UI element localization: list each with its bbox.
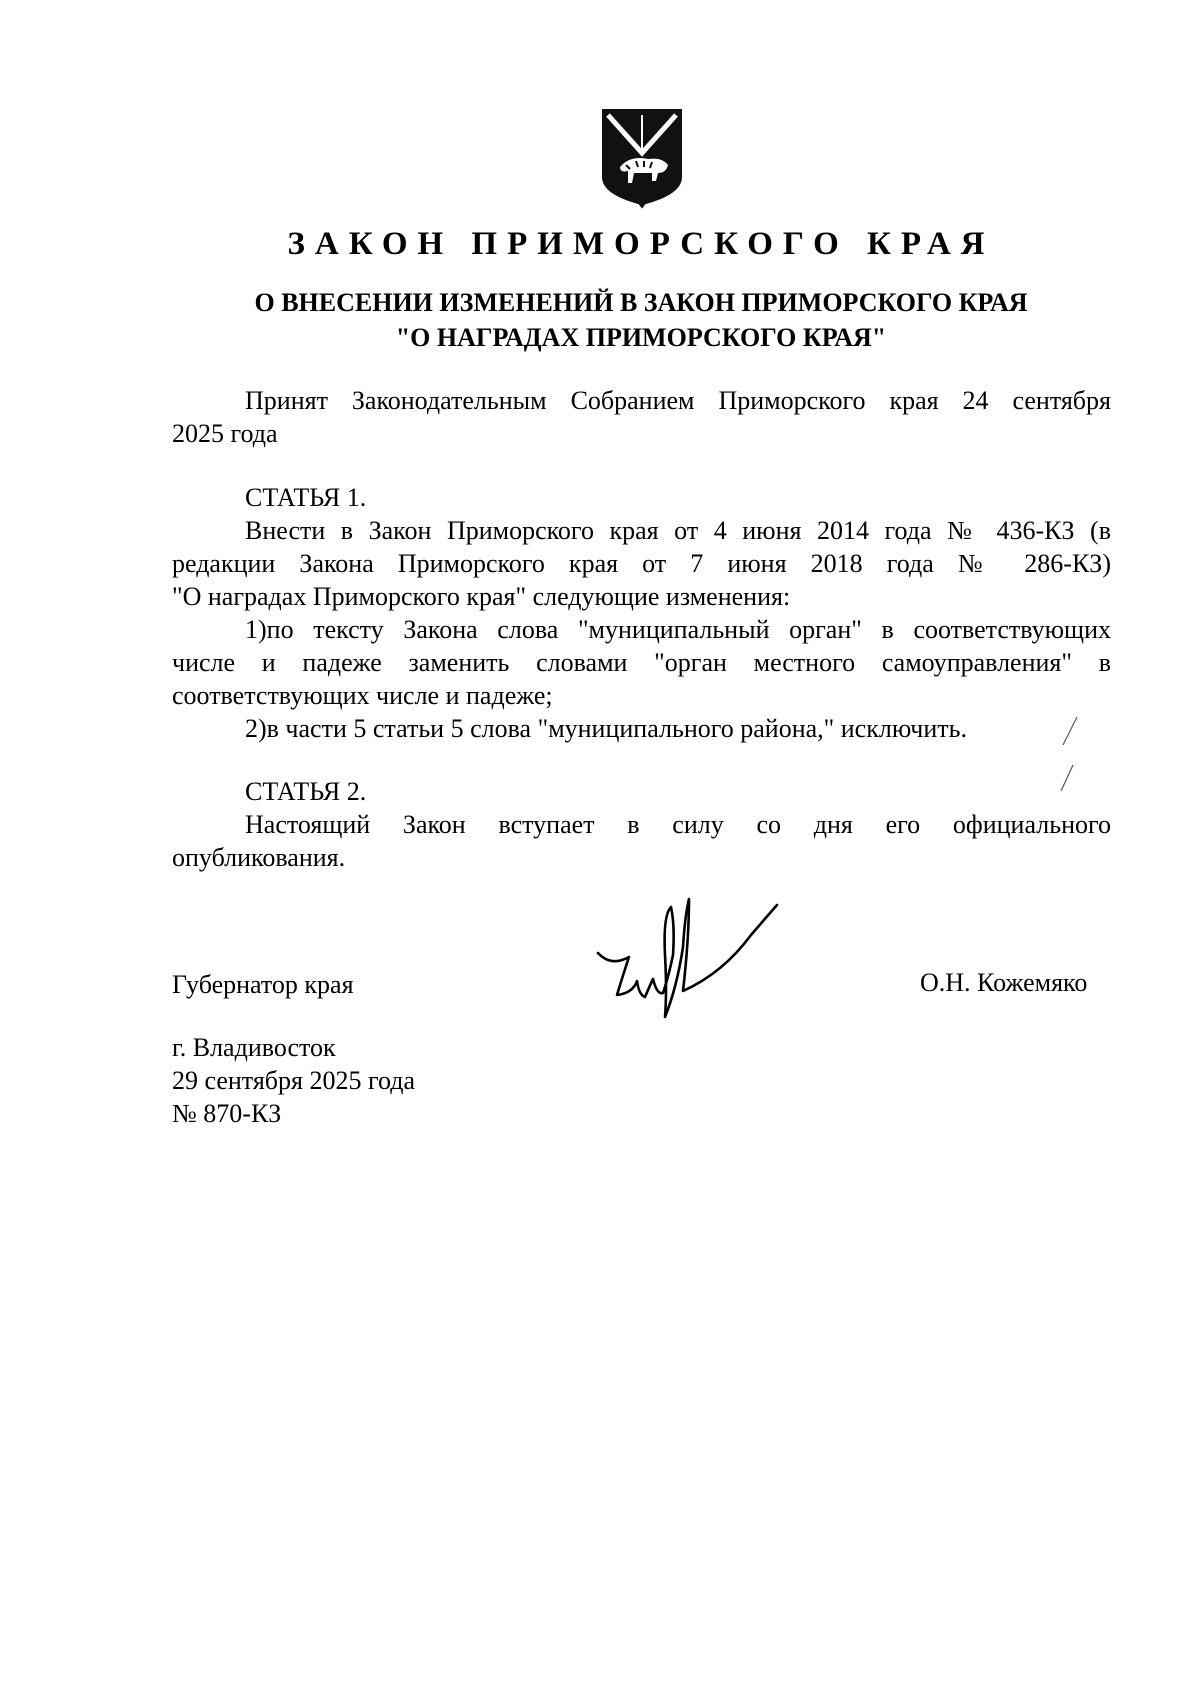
article-1-intro-line-1: Внести в Закон Приморского края от 4 июня 2014 года № 436-КЗ (в [245, 516, 1111, 545]
adoption-line-1: Принят Законодательным Собранием Приморского края 24 сентября [245, 386, 1111, 415]
article-2-text-line-2: опубликования. [172, 843, 346, 872]
coat-of-arms-emblem [600, 107, 684, 210]
article-1-item-1-line-3: соответствующих числе и падеже; [172, 681, 553, 710]
article-2-text-line-1: Настоящий Закон вступает в силу со дня его официального [245, 810, 1111, 839]
article-1-intro-line-3: "О наградах Приморского края" следующие изменения: [172, 582, 791, 611]
article-1-intro-line-2: редакции Закона Приморского края от 7 июня 2018 года № 286-КЗ) [172, 549, 1111, 578]
signatory-position: Губернатор края [172, 970, 354, 999]
footer-number: № 870-КЗ [172, 1099, 282, 1128]
article-2-heading: СТАТЬЯ 2. [245, 777, 367, 806]
adoption-line-2: 2025 года [172, 419, 278, 448]
handwritten-signature [593, 895, 793, 1020]
article-1-item-2: 2)в части 5 статьи 5 слова "муниципального района," исключить. [245, 714, 967, 743]
article-1-item-1-line-1: 1)по тексту Закона слова "муниципальный орган" в соответствующих [245, 615, 1111, 644]
footer-city: г. Владивосток [172, 1033, 336, 1062]
subtitle-line-1: О ВНЕСЕНИИ ИЗМЕНЕНИЙ В ЗАКОН ПРИМОРСКОГО КРАЯ [254, 288, 1028, 317]
law-title: ЗАКОН ПРИМОРСКОГО КРАЯ [287, 226, 995, 262]
subtitle-line-2: "О НАГРАДАХ ПРИМОРСКОГО КРАЯ" [395, 323, 887, 352]
article-1-heading: СТАТЬЯ 1. [245, 483, 367, 512]
scan-mark [1055, 715, 1085, 795]
footer-date: 29 сентября 2025 года [172, 1066, 416, 1095]
article-1-item-1-line-2: числе и падеже заменить словами "орган местного самоуправления" в [172, 648, 1111, 677]
signatory-name: О.Н. Кожемяко [920, 968, 1088, 997]
